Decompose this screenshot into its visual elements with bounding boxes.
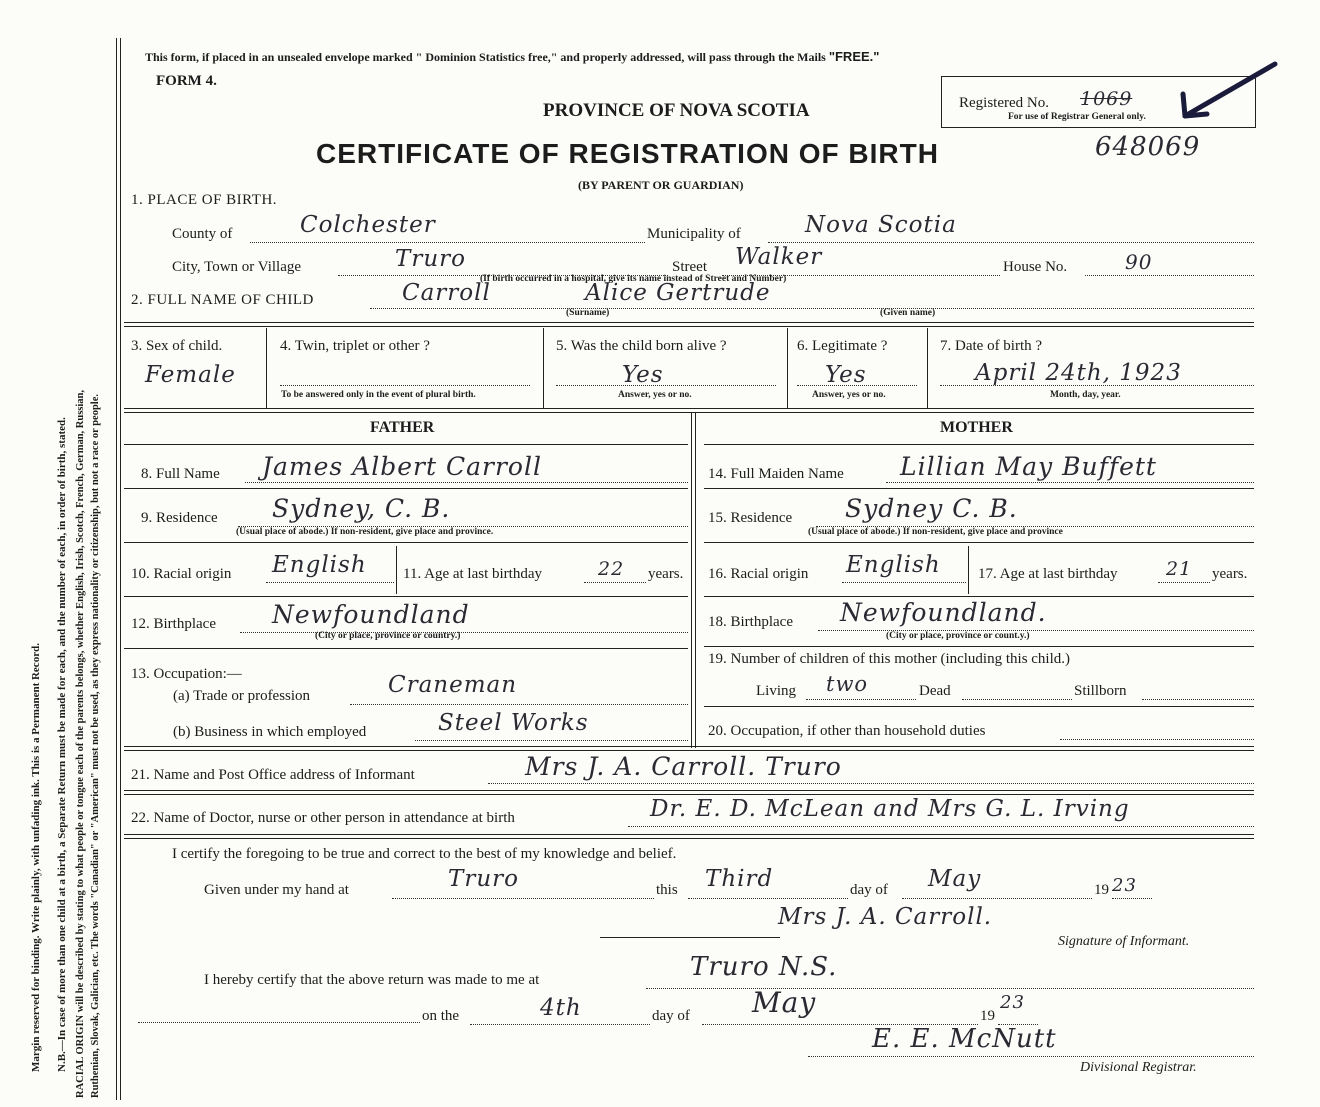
child-surname-value: Carroll xyxy=(402,280,491,306)
father-rule-4 xyxy=(124,596,688,597)
father-rule-2 xyxy=(124,488,688,489)
father-age-divider xyxy=(396,546,397,594)
living-label: Living xyxy=(756,683,796,699)
born-alive-label: 5. Was the child born alive ? xyxy=(556,338,727,354)
father-business-dotted-line xyxy=(415,740,688,741)
date-of-birth-label: 7. Date of birth ? xyxy=(940,338,1043,354)
father-birthplace-caption: (City or place, province or country.) xyxy=(315,631,461,641)
given-year-prefix: 19 xyxy=(1094,882,1109,898)
attendant-label: 22. Name of Doctor, nurse or other person in attendance at birth xyxy=(131,810,515,826)
place-of-birth-heading: 1. PLACE OF BIRTH. xyxy=(131,192,278,208)
child-given-name-value: Alice Gertrude xyxy=(585,280,771,306)
mother-rule-4 xyxy=(704,596,1254,597)
row3-divider-3 xyxy=(787,328,788,408)
certify-statement: I certify the foregoing to be true and correct to the best of my knowledge and belief. xyxy=(172,846,677,862)
given-name-caption: (Given name) xyxy=(880,308,936,318)
margin-note-binding: Margin reserved for binding. Write plainly, with unfading ink. This is a Permanent Record. xyxy=(30,643,42,1072)
mother-age-unit: years. xyxy=(1212,566,1248,582)
mother-rule-1 xyxy=(704,444,1254,445)
mother-racial-value: English xyxy=(846,552,941,578)
city-label: City, Town or Village xyxy=(172,259,302,275)
mother-age-dotted-line xyxy=(1158,582,1210,583)
twin-dotted-line xyxy=(280,385,530,386)
father-birthplace-dotted-line xyxy=(240,632,688,633)
father-heading: FATHER xyxy=(370,419,435,436)
registered-number-label: Registered No. xyxy=(959,95,1049,111)
father-racial-label: 10. Racial origin xyxy=(131,566,232,582)
mother-residence-label: 15. Residence xyxy=(708,510,793,526)
mother-age-label: 17. Age at last birthday xyxy=(978,566,1118,582)
given-under-hand-label: Given under my hand at xyxy=(204,882,349,898)
given-year-dotted-line xyxy=(1112,898,1152,899)
registrar-place-value: Truro N.S. xyxy=(690,952,838,982)
born-alive-dotted-line xyxy=(556,385,776,386)
father-name-value: James Albert Carroll xyxy=(262,452,542,481)
registrar-signature: E. E. McNutt xyxy=(872,1024,1057,1054)
mother-heading: MOTHER xyxy=(940,419,1013,436)
house-number-label: House No. xyxy=(1003,259,1068,275)
surname-caption: (Surname) xyxy=(566,308,610,318)
certificate-title: CERTIFICATE OF REGISTRATION OF BIRTH xyxy=(316,138,939,169)
province-title: PROVINCE OF NOVA SCOTIA xyxy=(543,100,810,121)
given-day-value: Third xyxy=(705,866,774,892)
attendant-value: Dr. E. D. McLean and Mrs G. L. Irving xyxy=(650,796,1130,822)
county-dotted-line xyxy=(250,242,645,243)
county-label: County of xyxy=(172,226,233,242)
street-label: Street xyxy=(672,259,707,275)
county-value: Colchester xyxy=(300,212,436,238)
legitimate-label: 6. Legitimate ? xyxy=(797,338,888,354)
mother-age-divider xyxy=(968,546,969,594)
father-age-label: 11. Age at last birthday xyxy=(403,566,542,582)
handwritten-certificate-number: 648069 xyxy=(1095,132,1201,162)
mother-racial-dotted-line xyxy=(842,582,966,583)
mother-children-label: 19. Number of children of this mother (including this child.) xyxy=(708,651,1071,667)
living-dotted-line xyxy=(806,699,916,700)
registrar-day-value: 4th xyxy=(540,995,582,1021)
municipality-dotted-line xyxy=(768,242,1254,243)
row3-divider-4 xyxy=(927,328,928,408)
father-trade-dotted-line xyxy=(350,704,688,705)
mail-notice: This form, if placed in an unsealed envelope marked " Dominion Statistics free," and properly addressed, will pass through the Mails "FREE." xyxy=(145,49,880,64)
twin-caption: To be answered only in the event of plural birth. xyxy=(281,390,476,400)
father-age-dotted-line xyxy=(584,582,646,583)
given-month-value: May xyxy=(928,866,982,892)
father-residence-value: Sydney, C. B. xyxy=(272,494,451,523)
registrar-signature-caption: Divisional Registrar. xyxy=(1080,1060,1197,1075)
father-age-unit: years. xyxy=(648,566,684,582)
mother-occupation-dotted-line xyxy=(1060,739,1254,740)
legitimate-value: Yes xyxy=(825,362,867,388)
informant-value: Mrs J. A. Carroll. Truro xyxy=(525,752,842,781)
mother-birthplace-caption: (City or place, province or count.y.) xyxy=(886,631,1030,641)
this-label: this xyxy=(656,882,678,898)
registrar-day-of-label: day of xyxy=(652,1008,690,1024)
father-occupation-label: 13. Occupation:— xyxy=(131,666,242,682)
mother-residence-value: Sydney C. B. xyxy=(845,494,1018,523)
registrar-statement: I hereby certify that the above return was made to me at xyxy=(204,972,540,988)
hospital-note: (If birth occurred in a hospital, give its name instead of Street and Number) xyxy=(480,274,787,284)
informant-label: 21. Name and Post Office address of Informant xyxy=(131,767,415,783)
row3-divider-1 xyxy=(266,328,267,408)
registrar-signature-line xyxy=(808,1056,1254,1057)
father-residence-caption: (Usual place of abode.) If non-resident, give place and province. xyxy=(236,527,494,537)
stillborn-dotted-line xyxy=(1142,699,1254,700)
binding-margin-rule xyxy=(116,38,121,1100)
child-name-dotted-line xyxy=(370,308,1254,309)
sex-label: 3. Sex of child. xyxy=(131,338,223,354)
form-number: FORM 4. xyxy=(156,73,217,89)
given-day-of-label: day of xyxy=(850,882,888,898)
checkmark-arrow-icon xyxy=(1175,58,1285,128)
father-business-value: Steel Works xyxy=(438,710,589,736)
date-of-birth-value: April 24th, 1923 xyxy=(975,360,1182,386)
given-place-value: Truro xyxy=(448,866,519,892)
child-name-label: 2. FULL NAME OF CHILD xyxy=(131,292,314,308)
mother-birthplace-value: Newfoundland. xyxy=(840,598,1047,627)
on-the-label: on the xyxy=(422,1008,460,1024)
mother-age-value: 21 xyxy=(1166,558,1193,580)
stillborn-label: Stillborn xyxy=(1074,683,1127,699)
section-divider-1 xyxy=(124,322,1254,327)
section-divider-3 xyxy=(124,746,1254,751)
informant-dotted-line xyxy=(488,783,1254,784)
legitimate-caption: Answer, yes or no. xyxy=(812,390,886,400)
section-divider-5 xyxy=(124,834,1254,839)
margin-note-multiple-births: N.B.—In case of more than one child at a birth, a Separate Return must be made for each, and the number of each, in order of birth, stated. xyxy=(56,417,68,1072)
informant-signature: Mrs J. A. Carroll. xyxy=(778,904,993,930)
dead-label: Dead xyxy=(919,683,951,699)
mother-name-value: Lillian May Buffett xyxy=(900,452,1157,481)
father-trade-value: Craneman xyxy=(388,672,518,698)
margin-note-racial-origin: RACIAL ORIGIN will be described by stating to what people or tongue each of the parents belongs, whether English, Irish, Scotch, French, German, Russian, xyxy=(75,389,86,1098)
mother-rule-2 xyxy=(704,488,1254,489)
born-alive-value: Yes xyxy=(622,362,664,388)
mother-residence-caption: (Usual place of abode.) If non-resident, give place and province xyxy=(808,527,1063,537)
registrar-use-note: For use of Registrar General only. xyxy=(1008,112,1146,122)
section-divider-4 xyxy=(124,790,1254,795)
given-year-value: 23 xyxy=(1112,875,1137,896)
city-value: Truro xyxy=(395,246,466,272)
given-month-dotted-line xyxy=(902,898,1092,899)
mother-rule-5 xyxy=(704,646,1254,647)
registrar-month-value: May xyxy=(752,986,817,1019)
father-rule-3 xyxy=(124,542,688,543)
born-alive-caption: Answer, yes or no. xyxy=(618,390,692,400)
registrar-day-dotted-line xyxy=(470,1024,650,1025)
informant-signature-line xyxy=(600,937,780,938)
mother-name-label: 14. Full Maiden Name xyxy=(708,466,844,482)
mother-racial-label: 16. Racial origin xyxy=(708,566,809,582)
municipality-label: Municipality of xyxy=(647,226,741,242)
registrar-year-value: 23 xyxy=(1000,992,1025,1013)
registrar-leading-dotted-line xyxy=(138,1022,420,1023)
parents-column-divider xyxy=(691,412,696,748)
mother-rule-6 xyxy=(704,706,1254,707)
section-divider-2 xyxy=(124,408,1254,413)
mother-birthplace-label: 18. Birthplace xyxy=(708,614,793,630)
date-of-birth-caption: Month, day, year. xyxy=(1050,390,1121,400)
house-number-value: 90 xyxy=(1125,250,1153,274)
registrar-place-dotted-line xyxy=(646,988,1254,989)
certificate-subtitle: (BY PARENT OR GUARDIAN) xyxy=(578,178,744,192)
margin-note-racial-origin-cont: Ruthenian, Slovak, Galician, etc. The words "Canadian" or "American" must not be used, as they express nationality or citizenship, but not a race or people. xyxy=(90,393,101,1098)
father-name-dotted-line xyxy=(245,482,688,483)
father-business-label: (b) Business in which employed xyxy=(173,724,367,740)
twin-label: 4. Twin, triplet or other ? xyxy=(280,338,430,354)
informant-signature-caption: Signature of Informant. xyxy=(1058,934,1190,949)
municipality-value: Nova Scotia xyxy=(805,212,957,238)
dead-dotted-line xyxy=(962,699,1072,700)
living-value: two xyxy=(826,672,869,696)
registrar-year-prefix: 19 xyxy=(980,1008,995,1024)
father-name-label: 8. Full Name xyxy=(141,466,220,482)
mother-rule-3 xyxy=(704,542,1254,543)
father-rule-5 xyxy=(124,648,688,649)
street-value: Walker xyxy=(735,244,823,270)
attendant-dotted-line xyxy=(628,826,1254,827)
father-rule-1 xyxy=(124,444,688,445)
house-number-dotted-line xyxy=(1085,275,1254,276)
mother-occupation-label: 20. Occupation, if other than household duties xyxy=(708,723,986,739)
father-trade-label: (a) Trade or profession xyxy=(173,688,311,704)
given-place-dotted-line xyxy=(392,898,654,899)
mother-birthplace-dotted-line xyxy=(818,630,1254,631)
mother-name-dotted-line xyxy=(886,482,1254,483)
given-day-dotted-line xyxy=(688,898,848,899)
father-birthplace-value: Newfoundland xyxy=(272,600,470,629)
sex-value: Female xyxy=(145,362,236,388)
registered-number-value: 1069 xyxy=(1080,88,1133,110)
street-dotted-line xyxy=(722,275,1000,276)
father-racial-dotted-line xyxy=(266,582,394,583)
father-age-value: 22 xyxy=(598,558,625,580)
father-birthplace-label: 12. Birthplace xyxy=(131,616,216,632)
father-racial-value: English xyxy=(272,552,367,578)
father-residence-label: 9. Residence xyxy=(141,510,218,526)
row3-divider-2 xyxy=(543,328,544,408)
